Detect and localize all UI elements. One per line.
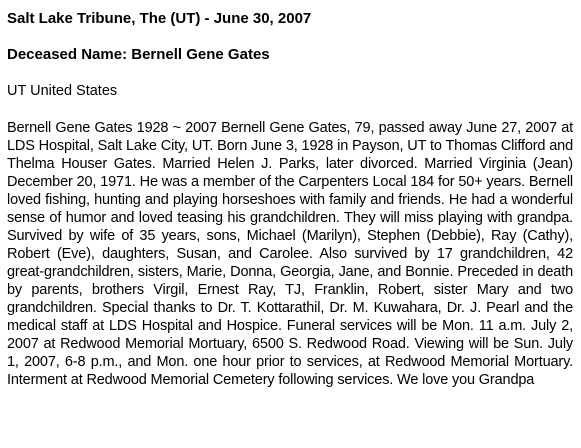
publication-source-line: Salt Lake Tribune, The (UT) - June 30, 2007 <box>7 10 312 27</box>
location-text: UT United States <box>7 83 118 99</box>
deceased-name-heading: Deceased Name: Bernell Gene Gates <box>7 46 270 63</box>
obituary-body-text: Bernell Gene Gates 1928 ~ 2007 Bernell Gene Gates, 79, passed away June 27, 2007 at LDS Hospital, Salt Lake City, UT. Born June 3, 1928 in Payson, UT to Thomas Clifford and Thelma Houser Gates. Married Helen J. Parks, later divorced. Married Virginia (Jean) December 20, 1971. He was a member of the Carpenters Local 184 for 50+ years. Bernell loved fishing, hunting and playing horseshoes with family and friends. He had a wonderful sense of humor and loved teasing his grandchildren. They will miss playing with grandpa. Survived by wife of 35 years, sons, Michael (Marilyn), Stephen (Debbie), Ray (Cathy), Robert (Eve), daughters, Susan, and Carolee. Also survived by 17 grandchildren, 42 great-grandchildren, sisters, Marie, Donna, Georgia, Jane, and Bonnie. Preceded in death by parents, brothers Virgil, Ernest Ray, TJ, Franklin, Robert, sister Mary and two grandchildren. Special thanks to Dr. T. Kottarathil, Dr. M. Kuwahara, Dr. J. Pearl and the medical staff at LDS Hospital and Hospice. Funeral services will be Mon. 11 a.m. July 2, 2007 at Redwood Memorial Mortuary, 6500 S. Redwood Road. Viewing will be Sun. July 1, 2007, 6-8 p.m., and Mon. one hour prior to services, at Redwood Memorial Mortuary. Interment at Redwood Memorial Cemetery following services. We love you Grandpa <box>7 120 573 388</box>
